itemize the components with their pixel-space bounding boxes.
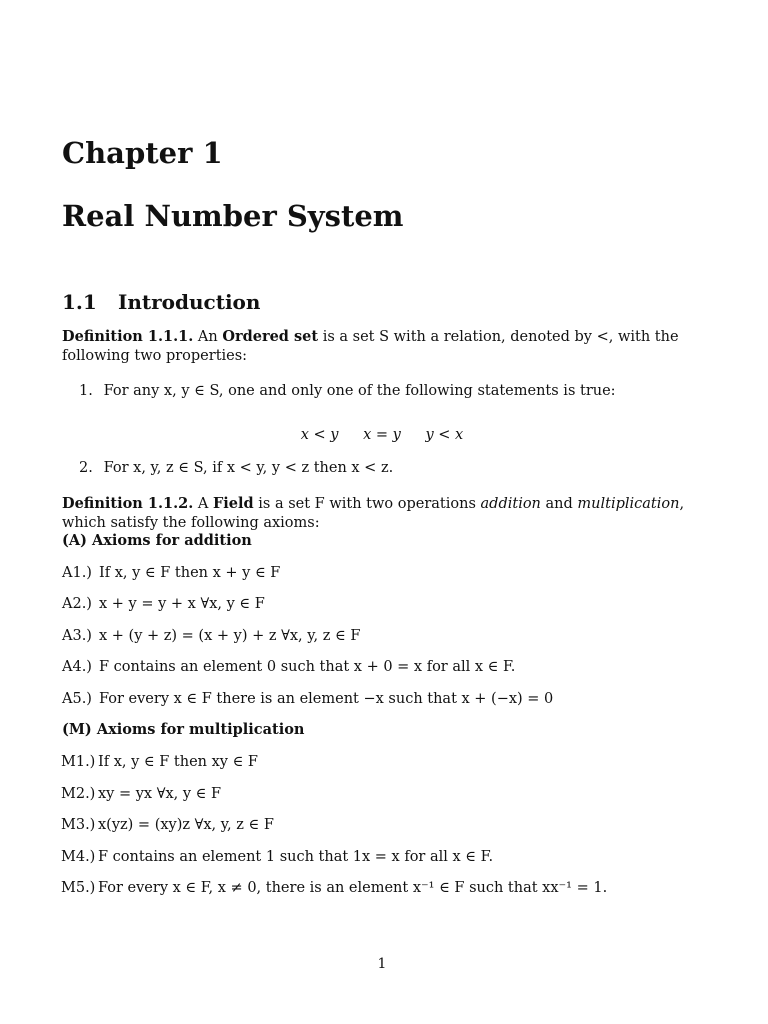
list-item-text: For any x, y ∈ S, one and only one of the following statements is true: [103, 383, 616, 399]
document-page [62, 0, 702, 1024]
multiplication-axioms-heading: (M) Axioms for multiplication [62, 721, 305, 738]
definition-term: Ordered set [222, 328, 319, 345]
axiom-text: xy = yx ∀x, y ∈ F [98, 786, 222, 802]
axiom-item [61, 816, 274, 835]
axiom-text: x + (y + z) = (x + y) + z ∀x, y, z ∈ F [99, 628, 361, 644]
section-heading [62, 290, 260, 314]
definition-mid: is a set F with two operations [258, 496, 476, 512]
axiom-label: M5.) [61, 880, 96, 896]
definition-ordered-set [62, 327, 698, 366]
definition-body: is a set S with a relation, denoted by <, with the following two properties: [62, 329, 679, 364]
axiom-item [62, 627, 360, 646]
axiom-label: A4.) [62, 659, 92, 675]
list-item [79, 382, 616, 401]
axiom-label: M1.) [61, 754, 96, 770]
definition-op-multiplication: multiplication [577, 496, 680, 512]
definition-pre: An [197, 329, 218, 345]
chapter-title: Real Number System [62, 199, 404, 233]
axiom-text: If x, y ∈ F then xy ∈ F [98, 754, 258, 770]
axiom-item [62, 658, 515, 677]
axiom-item [62, 595, 265, 614]
axiom-item [61, 848, 493, 867]
chapter-label: Chapter 1 [62, 136, 223, 170]
list-item-number: 1. [79, 383, 93, 399]
list-item-number: 2. [79, 460, 93, 476]
definition-op-addition: addition [480, 496, 541, 512]
axiom-item [62, 690, 553, 709]
list-item-text: For x, y, z ∈ S, if x < y, y < z then x < z. [103, 460, 394, 476]
display-equation [62, 427, 702, 443]
list-item [79, 459, 393, 478]
page-number: 1 [377, 956, 387, 972]
display-term: x < y [300, 427, 339, 443]
axiom-label: A3.) [62, 628, 92, 644]
axiom-item [61, 785, 221, 804]
section-title: Introduction [118, 290, 261, 314]
definition-pre: A [197, 496, 209, 512]
definition-end: , which satisfy the following axioms: [62, 496, 685, 531]
axiom-label: A1.) [62, 565, 92, 581]
definition-label: Definition 1.1.2. [62, 495, 194, 512]
display-term: x = y [363, 427, 401, 443]
definition-and: and [545, 496, 573, 512]
display-term: y < x [425, 427, 464, 443]
axiom-text: x(yz) = (xy)z ∀x, y, z ∈ F [98, 817, 274, 833]
section-number: 1.1 [62, 290, 97, 314]
axiom-text: For every x ∈ F, x ≠ 0, there is an element x⁻¹ ∈ F such that xx⁻¹ = 1. [98, 880, 608, 896]
definition-term: Field [212, 495, 254, 512]
axiom-item [61, 879, 607, 898]
axiom-label: A5.) [62, 691, 92, 707]
axiom-item [61, 753, 258, 772]
axiom-label: M2.) [61, 786, 96, 802]
axiom-text: F contains an element 0 such that x + 0 = x for all x ∈ F. [99, 659, 516, 675]
axiom-text: For every x ∈ F there is an element −x such that x + (−x) = 0 [99, 691, 554, 707]
definition-field [62, 494, 698, 533]
axiom-text: F contains an element 1 such that 1x = x for all x ∈ F. [98, 849, 494, 865]
axiom-label: A2.) [62, 596, 92, 612]
axiom-item [62, 564, 280, 583]
axiom-label: M4.) [61, 849, 96, 865]
axiom-label: M3.) [61, 817, 96, 833]
definition-label: Definition 1.1.1. [62, 328, 194, 345]
addition-axioms-heading: (A) Axioms for addition [62, 532, 252, 549]
axiom-text: x + y = y + x ∀x, y ∈ F [99, 596, 265, 612]
axiom-text: If x, y ∈ F then x + y ∈ F [99, 565, 281, 581]
